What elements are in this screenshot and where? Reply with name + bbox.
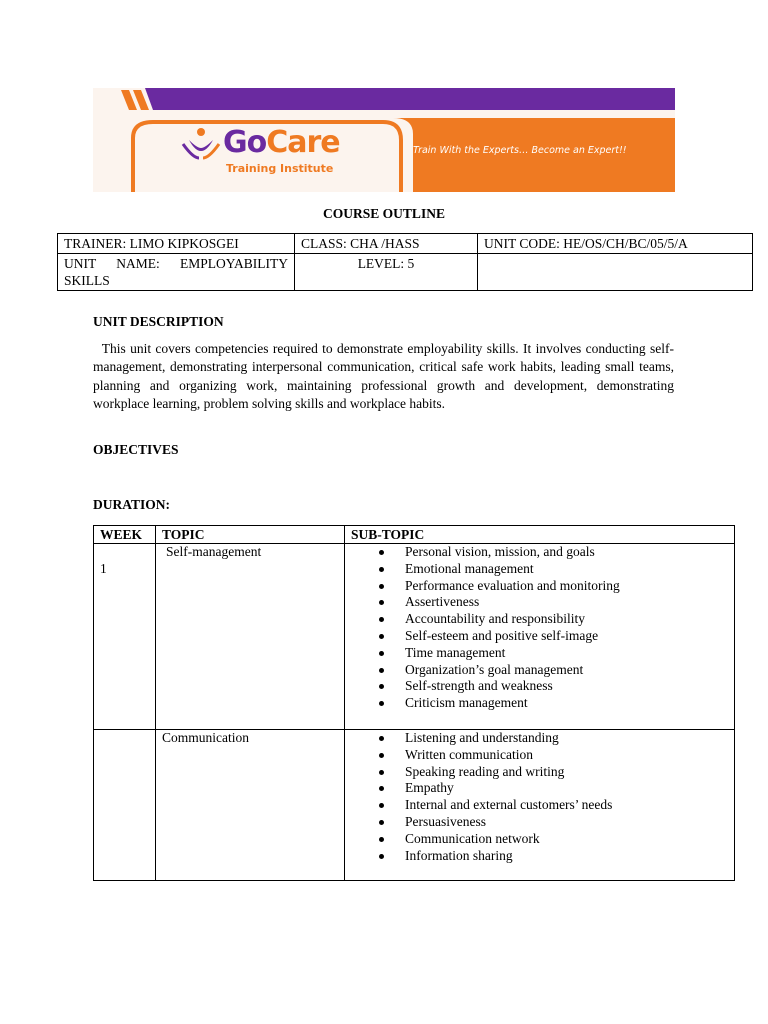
list-item: Empathy	[379, 780, 728, 797]
table-row	[94, 730, 735, 881]
empty-cell	[478, 254, 753, 291]
week-cell	[94, 730, 156, 881]
list-item: Self-esteem and positive self-image	[379, 628, 728, 645]
unit-name-cell: UNIT NAME: EMPLOYABILITY SKILLS	[58, 254, 295, 291]
list-item: Organization’s goal management	[379, 662, 728, 679]
subtopic-cell	[345, 544, 735, 730]
unit-description-text	[93, 340, 674, 414]
table-row	[58, 254, 753, 291]
header-banner	[93, 88, 675, 192]
banner-graphic	[93, 88, 675, 192]
unit-code-cell: UNIT CODE: HE/OS/CH/BC/05/5/A	[478, 234, 753, 254]
list-item: Emotional management	[379, 561, 728, 578]
list-item: Persuasiveness	[379, 814, 728, 831]
table-row	[58, 234, 753, 254]
list-item: Communication network	[379, 831, 728, 848]
list-item: Self-strength and weakness	[379, 678, 728, 695]
column-header-subtopic: SUB-TOPIC	[345, 526, 735, 544]
list-item: Internal and external customers’ needs	[379, 797, 728, 814]
list-item: Personal vision, mission, and goals	[379, 544, 728, 561]
subtopic-list	[351, 730, 728, 864]
session-plan-table	[93, 525, 735, 881]
unit-description-heading: UNIT DESCRIPTION	[93, 314, 224, 329]
trainer-cell: TRAINER: LIMO KIPKOSGEI	[58, 234, 295, 254]
list-item: Assertiveness	[379, 594, 728, 611]
document-title: COURSE OUTLINE	[323, 206, 445, 221]
course-info-table	[57, 233, 753, 291]
list-item: Written communication	[379, 747, 728, 764]
objectives-heading: OBJECTIVES	[93, 442, 179, 457]
class-cell: CLASS: CHA /HASS	[295, 234, 478, 254]
list-item: Listening and understanding	[379, 730, 728, 747]
topic-cell	[156, 730, 345, 881]
list-item: Accountability and responsibility	[379, 611, 728, 628]
list-item: Time management	[379, 645, 728, 662]
logo-subtitle: Training Institute	[226, 162, 334, 175]
logo-care: Care	[266, 125, 340, 160]
topic-label: Communication	[162, 730, 249, 745]
week-number: 1	[100, 561, 107, 576]
list-item: Criticism management	[379, 695, 728, 712]
level-cell: LEVEL: 5	[295, 254, 478, 291]
tagline: Train With the Experts… Become an Expert!!	[413, 145, 627, 156]
subtopic-list	[351, 544, 728, 712]
column-header-topic: TOPIC	[156, 526, 345, 544]
table-header-row	[94, 526, 735, 544]
list-item: Performance evaluation and monitoring	[379, 578, 728, 595]
list-item: Information sharing	[379, 848, 728, 865]
list-item: Speaking reading and writing	[379, 764, 728, 781]
unit-description-body: This unit covers competencies required to demonstrate employability skills. It involves conducting self-management, demonstrating interpersonal communication, critical safe work habits, leading small teams, planning and organizing work, maintaining professional growth and development, demonstrating workplace learning, problem solving skills and workplace habits.	[93, 341, 674, 412]
logo-wordmark	[223, 125, 340, 160]
subtopic-cell	[345, 730, 735, 881]
column-header-week: WEEK	[94, 526, 156, 544]
topic-label: Self-management	[166, 544, 262, 559]
table-row	[94, 544, 735, 730]
logo-go: Go	[223, 125, 267, 160]
topic-cell	[156, 544, 345, 730]
duration-heading: DURATION:	[93, 497, 170, 512]
week-cell	[94, 544, 156, 730]
